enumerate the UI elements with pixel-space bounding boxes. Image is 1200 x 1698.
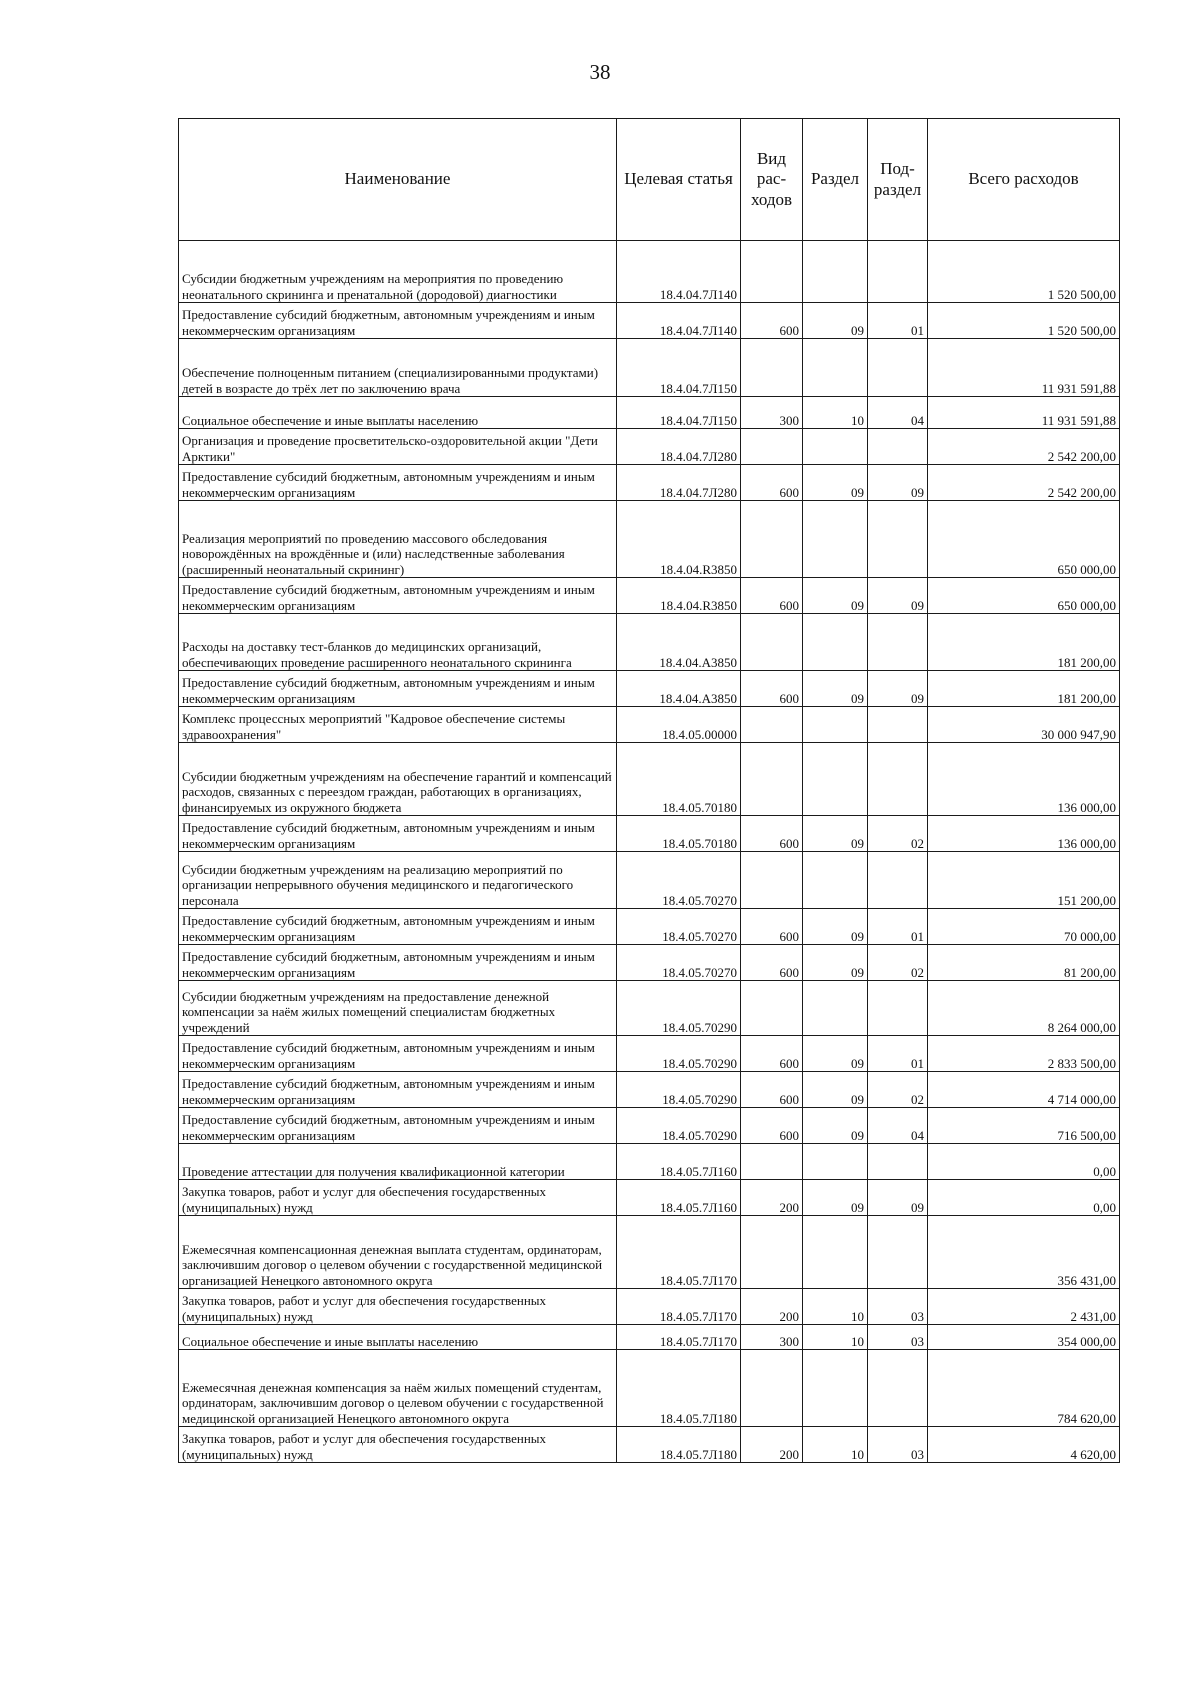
row-subsection [868, 429, 928, 465]
row-expense-type [741, 1350, 803, 1427]
row-section: 10 [803, 1289, 868, 1325]
row-name: Субсидии бюджетным учреждениям на предоставление денежной компенсации за наём жилых помещений специалистам бюджетных учреждений [179, 981, 617, 1036]
row-subsection [868, 501, 928, 578]
row-name: Расходы на доставку тест-бланков до медицинских организаций, обеспечивающих проведение расширенного неонатального скрининга [179, 614, 617, 671]
row-expense-type [741, 707, 803, 743]
row-total: 4 620,00 [928, 1427, 1120, 1463]
row-target-article: 18.4.05.70290 [617, 1072, 741, 1108]
row-target-article: 18.4.05.7Л160 [617, 1180, 741, 1216]
row-target-article: 18.4.05.70270 [617, 945, 741, 981]
row-name: Ежемесячная компенсационная денежная выплата студентам, ординаторам, заключившим договор о целевом обучении с государственной медицинской организацией Ненецкого автономного округа [179, 1216, 617, 1289]
row-total: 356 431,00 [928, 1216, 1120, 1289]
row-expense-type: 600 [741, 909, 803, 945]
row-subsection: 01 [868, 1036, 928, 1072]
row-section: 09 [803, 816, 868, 852]
table-row [179, 909, 1120, 945]
row-expense-type [741, 981, 803, 1036]
table-row [179, 303, 1120, 339]
header-subsection: Под- раздел [868, 119, 928, 241]
row-expense-type: 200 [741, 1289, 803, 1325]
row-target-article: 18.4.04.7Л280 [617, 465, 741, 501]
row-total: 30 000 947,90 [928, 707, 1120, 743]
row-section: 09 [803, 1108, 868, 1144]
table-row [179, 1427, 1120, 1463]
row-target-article: 18.4.05.7Л180 [617, 1427, 741, 1463]
header-target-article: Целевая статья [617, 119, 741, 241]
row-section [803, 707, 868, 743]
row-target-article: 18.4.05.70270 [617, 909, 741, 945]
row-subsection: 03 [868, 1289, 928, 1325]
row-expense-type: 600 [741, 1072, 803, 1108]
row-section [803, 852, 868, 909]
row-name: Реализация мероприятий по проведению массового обследования новорождённых на врождённые и (или) наследственные заболевания (расширенный неонатальный скрининг) [179, 501, 617, 578]
row-target-article: 18.4.04.А3850 [617, 614, 741, 671]
row-subsection [868, 614, 928, 671]
row-target-article: 18.4.05.7Л180 [617, 1350, 741, 1427]
row-subsection: 09 [868, 465, 928, 501]
row-name: Предоставление субсидий бюджетным, автономным учреждениям и иным некоммерческим организациям [179, 945, 617, 981]
row-total: 650 000,00 [928, 501, 1120, 578]
row-total: 136 000,00 [928, 743, 1120, 816]
row-total: 2 833 500,00 [928, 1036, 1120, 1072]
row-name: Организация и проведение просветительско-оздоровительной акции "Дети Арктики" [179, 429, 617, 465]
row-expense-type [741, 339, 803, 397]
row-expense-type [741, 1144, 803, 1180]
row-expense-type [741, 743, 803, 816]
row-subsection: 02 [868, 1072, 928, 1108]
table-row [179, 241, 1120, 303]
row-total: 650 000,00 [928, 578, 1120, 614]
row-total: 2 542 200,00 [928, 429, 1120, 465]
row-section: 09 [803, 945, 868, 981]
row-name: Субсидии бюджетным учреждениям на обеспечение гарантий и компенсаций расходов, связанных с переездом граждан, работающих в организациях, финансируемых из окружного бюджета [179, 743, 617, 816]
row-expense-type: 300 [741, 1325, 803, 1350]
row-name: Предоставление субсидий бюджетным, автономным учреждениям и иным некоммерческим организациям [179, 1072, 617, 1108]
row-total: 1 520 500,00 [928, 241, 1120, 303]
row-name: Проведение аттестации для получения квалификационной категории [179, 1144, 617, 1180]
row-total: 181 200,00 [928, 614, 1120, 671]
row-subsection: 03 [868, 1325, 928, 1350]
header-name: Наименование [179, 119, 617, 241]
row-total: 1 520 500,00 [928, 303, 1120, 339]
header-total: Всего расходов [928, 119, 1120, 241]
row-section: 09 [803, 1072, 868, 1108]
row-total: 2 431,00 [928, 1289, 1120, 1325]
row-target-article: 18.4.05.70180 [617, 743, 741, 816]
row-subsection: 02 [868, 816, 928, 852]
row-total: 81 200,00 [928, 945, 1120, 981]
row-name: Предоставление субсидий бюджетным, автономным учреждениям и иным некоммерческим организациям [179, 465, 617, 501]
row-section [803, 743, 868, 816]
row-expense-type: 600 [741, 1036, 803, 1072]
row-total: 8 264 000,00 [928, 981, 1120, 1036]
row-total: 11 931 591,88 [928, 397, 1120, 429]
row-subsection: 09 [868, 1180, 928, 1216]
row-expense-type: 600 [741, 945, 803, 981]
row-section: 10 [803, 397, 868, 429]
row-name: Закупка товаров, работ и услуг для обеспечения государственных (муниципальных) нужд [179, 1180, 617, 1216]
row-subsection: 01 [868, 303, 928, 339]
row-expense-type: 600 [741, 465, 803, 501]
row-total: 2 542 200,00 [928, 465, 1120, 501]
row-section [803, 981, 868, 1036]
row-target-article: 18.4.05.00000 [617, 707, 741, 743]
row-total: 4 714 000,00 [928, 1072, 1120, 1108]
row-section [803, 429, 868, 465]
row-section [803, 339, 868, 397]
table-row [179, 397, 1120, 429]
row-subsection [868, 1216, 928, 1289]
row-total: 354 000,00 [928, 1325, 1120, 1350]
row-expense-type: 300 [741, 397, 803, 429]
row-expense-type: 600 [741, 816, 803, 852]
table-row [179, 429, 1120, 465]
row-target-article: 18.4.05.7Л170 [617, 1325, 741, 1350]
row-name: Субсидии бюджетным учреждениям на мероприятия по проведению неонатального скрининга и пренатальной (дородовой) диагностики [179, 241, 617, 303]
row-expense-type: 600 [741, 671, 803, 707]
table-row [179, 339, 1120, 397]
budget-table [178, 118, 1120, 1463]
row-expense-type: 200 [741, 1427, 803, 1463]
row-name: Предоставление субсидий бюджетным, автономным учреждениям и иным некоммерческим организациям [179, 909, 617, 945]
table-body [179, 241, 1120, 1463]
table-row [179, 1180, 1120, 1216]
row-expense-type: 600 [741, 303, 803, 339]
row-target-article: 18.4.04.7Л280 [617, 429, 741, 465]
row-expense-type [741, 852, 803, 909]
row-target-article: 18.4.04.R3850 [617, 501, 741, 578]
row-subsection: 02 [868, 945, 928, 981]
table-row [179, 816, 1120, 852]
row-name: Социальное обеспечение и иные выплаты населению [179, 397, 617, 429]
row-section: 09 [803, 1036, 868, 1072]
table-row [179, 1108, 1120, 1144]
row-subsection: 09 [868, 578, 928, 614]
row-name: Предоставление субсидий бюджетным, автономным учреждениям и иным некоммерческим организациям [179, 671, 617, 707]
table-row [179, 945, 1120, 981]
row-total: 136 000,00 [928, 816, 1120, 852]
row-target-article: 18.4.04.7Л150 [617, 397, 741, 429]
row-total: 11 931 591,88 [928, 339, 1120, 397]
row-section: 09 [803, 465, 868, 501]
table-row [179, 1072, 1120, 1108]
row-expense-type [741, 614, 803, 671]
row-target-article: 18.4.05.70270 [617, 852, 741, 909]
table-row [179, 852, 1120, 909]
header-expense-type: Вид рас- ходов [741, 119, 803, 241]
row-name: Предоставление субсидий бюджетным, автономным учреждениям и иным некоммерческим организациям [179, 303, 617, 339]
row-section: 09 [803, 1180, 868, 1216]
row-target-article: 18.4.04.А3850 [617, 671, 741, 707]
row-subsection [868, 241, 928, 303]
row-subsection [868, 707, 928, 743]
row-target-article: 18.4.05.7Л170 [617, 1216, 741, 1289]
row-section [803, 614, 868, 671]
row-section: 09 [803, 303, 868, 339]
table-row [179, 981, 1120, 1036]
row-target-article: 18.4.05.70290 [617, 1036, 741, 1072]
row-subsection: 04 [868, 397, 928, 429]
row-subsection [868, 981, 928, 1036]
row-subsection [868, 339, 928, 397]
table-row [179, 1325, 1120, 1350]
row-total: 151 200,00 [928, 852, 1120, 909]
row-total: 70 000,00 [928, 909, 1120, 945]
row-section [803, 1350, 868, 1427]
row-section [803, 501, 868, 578]
row-target-article: 18.4.05.70180 [617, 816, 741, 852]
row-target-article: 18.4.04.7Л140 [617, 241, 741, 303]
row-subsection [868, 1350, 928, 1427]
row-section: 10 [803, 1325, 868, 1350]
row-total: 181 200,00 [928, 671, 1120, 707]
row-target-article: 18.4.05.70290 [617, 1108, 741, 1144]
table-row [179, 671, 1120, 707]
row-section [803, 1144, 868, 1180]
row-total: 716 500,00 [928, 1108, 1120, 1144]
header-section: Раздел [803, 119, 868, 241]
row-expense-type [741, 429, 803, 465]
table-row [179, 614, 1120, 671]
table-row [179, 1350, 1120, 1427]
row-target-article: 18.4.05.70290 [617, 981, 741, 1036]
row-subsection [868, 852, 928, 909]
row-subsection [868, 1144, 928, 1180]
row-name: Обеспечение полноценным питанием (специализированными продуктами) детей в возрасте до трёх лет по заключению врача [179, 339, 617, 397]
table-row [179, 1036, 1120, 1072]
table-row [179, 1144, 1120, 1180]
row-expense-type [741, 1216, 803, 1289]
row-section: 09 [803, 671, 868, 707]
row-name: Комплекс процессных мероприятий "Кадровое обеспечение системы здравоохранения" [179, 707, 617, 743]
row-total: 0,00 [928, 1144, 1120, 1180]
row-section: 09 [803, 909, 868, 945]
row-section: 09 [803, 578, 868, 614]
row-expense-type [741, 241, 803, 303]
row-total: 0,00 [928, 1180, 1120, 1216]
table-row [179, 501, 1120, 578]
row-target-article: 18.4.05.7Л170 [617, 1289, 741, 1325]
row-target-article: 18.4.04.7Л150 [617, 339, 741, 397]
table-row [179, 465, 1120, 501]
row-expense-type [741, 501, 803, 578]
row-name: Субсидии бюджетным учреждениям на реализацию мероприятий по организации непрерывного обучения медицинского и педагогического персонала [179, 852, 617, 909]
table-row [179, 1216, 1120, 1289]
table-row [179, 1289, 1120, 1325]
row-name: Социальное обеспечение и иные выплаты населению [179, 1325, 617, 1350]
row-total: 784 620,00 [928, 1350, 1120, 1427]
row-target-article: 18.4.04.7Л140 [617, 303, 741, 339]
row-name: Предоставление субсидий бюджетным, автономным учреждениям и иным некоммерческим организациям [179, 578, 617, 614]
row-name: Предоставление субсидий бюджетным, автономным учреждениям и иным некоммерческим организациям [179, 816, 617, 852]
row-subsection: 01 [868, 909, 928, 945]
row-section [803, 241, 868, 303]
row-section [803, 1216, 868, 1289]
table-header-row [179, 119, 1120, 241]
page-number: 38 [589, 60, 611, 84]
row-subsection: 03 [868, 1427, 928, 1463]
row-section: 10 [803, 1427, 868, 1463]
row-expense-type: 600 [741, 1108, 803, 1144]
row-subsection: 09 [868, 671, 928, 707]
row-name: Ежемесячная денежная компенсация за наём жилых помещений студентам, ординаторам, заключившим договор о целевом обучении с государственной медицинской организацией Ненецкого автономного округа [179, 1350, 617, 1427]
row-subsection [868, 743, 928, 816]
row-target-article: 18.4.04.R3850 [617, 578, 741, 614]
table-row [179, 578, 1120, 614]
row-expense-type: 600 [741, 578, 803, 614]
table-row [179, 743, 1120, 816]
row-subsection: 04 [868, 1108, 928, 1144]
row-expense-type: 200 [741, 1180, 803, 1216]
row-name: Закупка товаров, работ и услуг для обеспечения государственных (муниципальных) нужд [179, 1289, 617, 1325]
row-name: Предоставление субсидий бюджетным, автономным учреждениям и иным некоммерческим организациям [179, 1108, 617, 1144]
row-name: Предоставление субсидий бюджетным, автономным учреждениям и иным некоммерческим организациям [179, 1036, 617, 1072]
table-row [179, 707, 1120, 743]
row-target-article: 18.4.05.7Л160 [617, 1144, 741, 1180]
row-name: Закупка товаров, работ и услуг для обеспечения государственных (муниципальных) нужд [179, 1427, 617, 1463]
